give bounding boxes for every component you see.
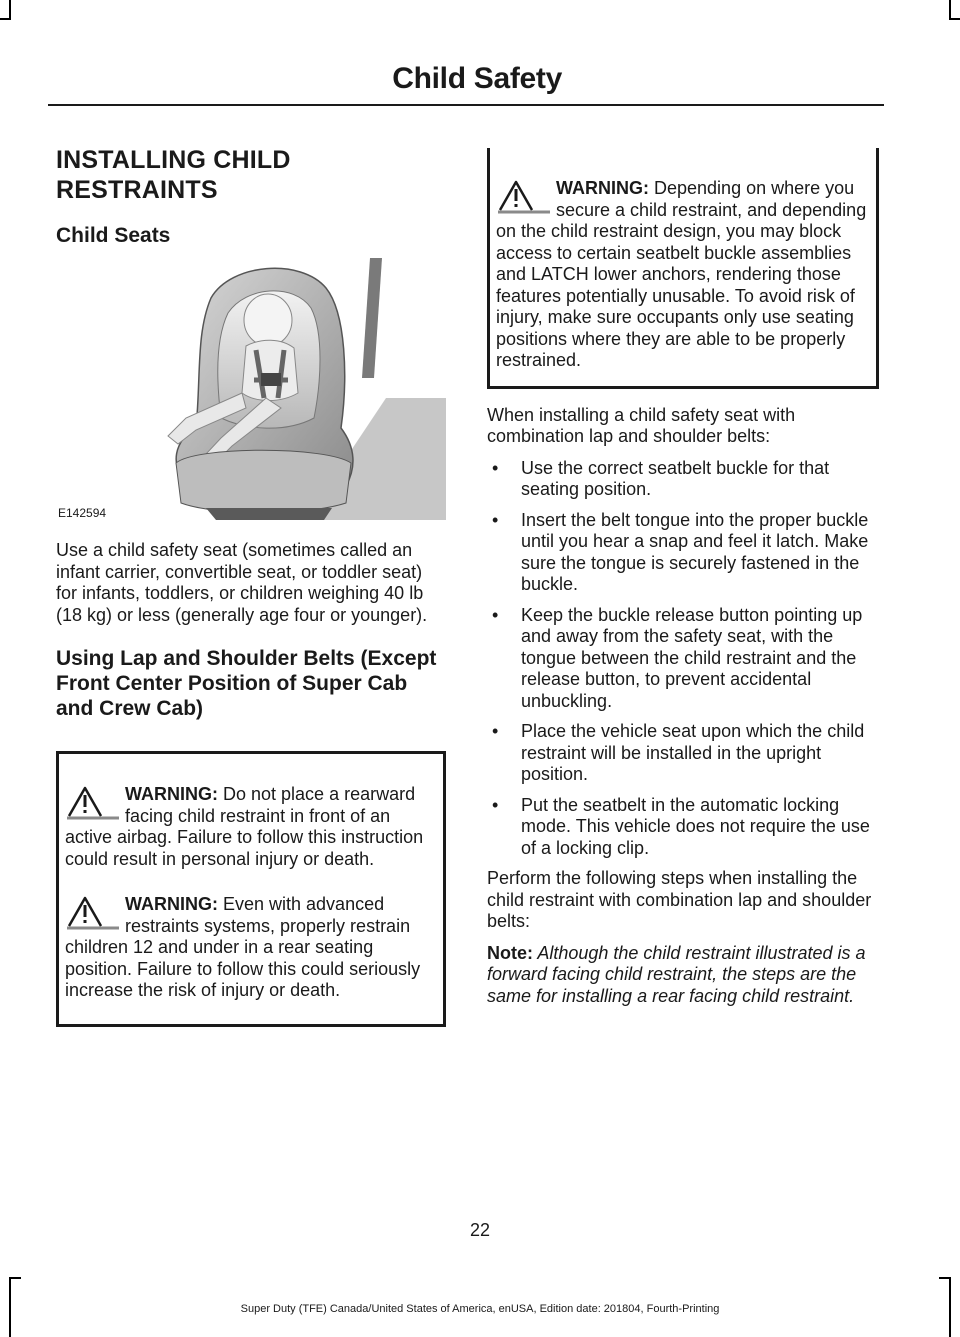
page-number: 22 bbox=[469, 1220, 491, 1240]
list-item: • Keep the buckle release button pointing up and away from the safety seat, with the tongue between the child restraint and the release button, to prevent accidental unbuckling. bbox=[492, 604, 863, 711]
warning-label: WARNING: bbox=[556, 178, 649, 198]
crop-mark-top-right-v bbox=[949, 0, 951, 20]
note-text: Although the child restraint illustrated is a forward facing child restraint, the steps are the same for installing a rear facing child restraint. bbox=[487, 942, 866, 1006]
child-seat-illustration bbox=[56, 258, 446, 520]
warning-text: Depending on where you secure a child restraint, and depending on the child restraint design, you may block access to certain seatbelt buckle assemblies and LATCH lower anchors, rendering those features potentially unusable. To avoid risk of injury, make sure occupants only use seating positions where they are able to be properly restrained. bbox=[496, 178, 867, 370]
warning-airbag bbox=[65, 784, 437, 870]
right-column bbox=[487, 148, 879, 1007]
warning-box-right bbox=[487, 148, 879, 389]
bullet-glyph: • bbox=[492, 721, 499, 741]
subheading-child-seats: Child Seats bbox=[56, 224, 171, 247]
crop-mark-bottom-right-h bbox=[939, 1277, 951, 1279]
warning-triangle-icon bbox=[496, 178, 550, 214]
installing-bullet-list bbox=[487, 458, 879, 860]
crop-mark-top-left-h bbox=[0, 18, 11, 20]
subheading-lap-shoulder-belts: Using Lap and Shoulder Belts (Except Front Center Position of Super Cab and Crew Cab) bbox=[56, 647, 437, 720]
figure-code: E142594 bbox=[58, 506, 107, 520]
crop-mark-top-right-h bbox=[949, 18, 960, 20]
crop-mark-top-left-v bbox=[9, 0, 11, 20]
warning-text: Even with advanced restraints systems, properly restrain children 12 and under in a rear seating position. Failure to follow this could seriously increase the risk of injury or death. bbox=[65, 894, 421, 1000]
warning-triangle-icon bbox=[65, 784, 119, 820]
page-header-title: Child Safety bbox=[392, 62, 562, 95]
bullet-glyph: • bbox=[492, 794, 499, 815]
list-item: • Place the vehicle seat upon which the child restraint will be installed in the upright position. bbox=[492, 721, 865, 784]
bullet-glyph: • bbox=[492, 604, 499, 625]
warning-box-left bbox=[56, 751, 446, 1027]
warning-label: WARNING: bbox=[125, 894, 218, 914]
bullet-glyph: • bbox=[492, 509, 499, 530]
list-item: • Use the correct seatbelt buckle for that seating position. bbox=[492, 457, 830, 499]
list-item: • Insert the belt tongue into the proper buckle until you hear a snap and feel it latch. Make sure the tongue is securely fastened in the buckle. bbox=[492, 509, 869, 594]
warning-triangle-icon bbox=[65, 894, 119, 930]
section-heading: INSTALLING CHILD RESTRAINTS bbox=[56, 146, 291, 204]
child-seat-paragraph: Use a child safety seat (sometimes called an infant carrier, convertible seat, or toddler seat) for infants, toddlers, or children weighing 40 lb (18 kg) or less (generally age four or younger). bbox=[56, 540, 428, 625]
page-footer: Super Duty (TFE) Canada/United States of America, enUSA, Edition date: 201804, Fourth-Printing bbox=[240, 1303, 720, 1315]
warning-text: Do not place a rearward facing child restraint in front of an active airbag. Failure to follow this instruction could result in personal injury or death. bbox=[65, 784, 424, 869]
warning-latch-access bbox=[496, 178, 870, 372]
child-seat-figure bbox=[56, 258, 446, 520]
left-column bbox=[56, 145, 446, 1027]
note bbox=[487, 943, 879, 1008]
steps-intro: Perform the following steps when installing the child restraint with combination lap and shoulder belts: bbox=[487, 868, 872, 931]
installing-intro: When installing a child safety seat with combination lap and shoulder belts: bbox=[487, 404, 796, 446]
crop-mark-bottom-left-h bbox=[9, 1277, 21, 1279]
bullet-glyph: • bbox=[492, 457, 499, 478]
warning-rear-seating bbox=[65, 894, 437, 1002]
note-label: Note: bbox=[487, 942, 533, 963]
header-rule bbox=[48, 104, 884, 106]
warning-label: WARNING: bbox=[125, 784, 218, 804]
list-item: • Put the seatbelt in the automatic locking mode. This vehicle does not require the use of a locking clip. bbox=[492, 794, 870, 858]
